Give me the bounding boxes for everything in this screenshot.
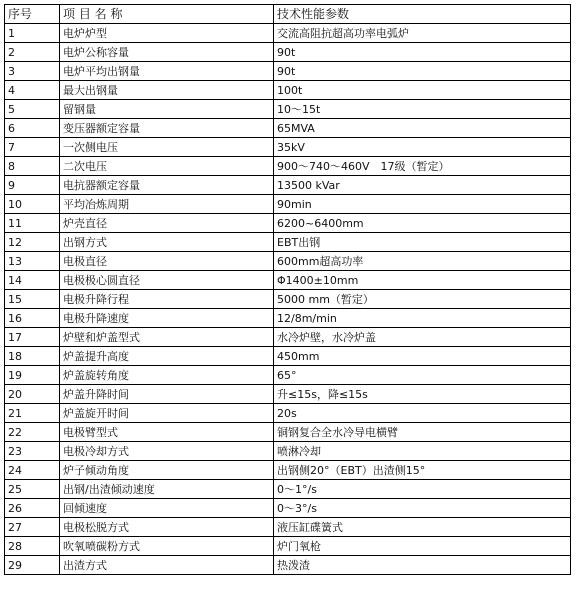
row-number: 20 — [5, 385, 60, 404]
row-number: 11 — [5, 214, 60, 233]
row-parameter: 100t — [274, 81, 571, 100]
row-number: 28 — [5, 537, 60, 556]
row-number: 21 — [5, 404, 60, 423]
row-item-name: 二次电压 — [60, 157, 274, 176]
table-row — [5, 157, 571, 176]
row-number: 12 — [5, 233, 60, 252]
row-parameter: Φ1400±10mm — [274, 271, 571, 290]
row-number: 13 — [5, 252, 60, 271]
table-row — [5, 404, 571, 423]
row-item-name: 电极冷却方式 — [60, 442, 274, 461]
row-parameter: 6200~6400mm — [274, 214, 571, 233]
row-number: 29 — [5, 556, 60, 575]
row-number: 16 — [5, 309, 60, 328]
table-row — [5, 556, 571, 575]
row-item-name: 炉盖旋转角度 — [60, 366, 274, 385]
row-parameter: 10～15t — [274, 100, 571, 119]
row-number: 27 — [5, 518, 60, 537]
row-item-name: 炉子倾动角度 — [60, 461, 274, 480]
row-item-name: 一次侧电压 — [60, 138, 274, 157]
row-parameter: 450mm — [274, 347, 571, 366]
row-number: 26 — [5, 499, 60, 518]
header-row — [5, 5, 571, 24]
table-row — [5, 119, 571, 138]
header-item: 项 目 名 称 — [60, 5, 274, 24]
row-item-name: 电抗器额定容量 — [60, 176, 274, 195]
row-parameter: 炉门氧枪 — [274, 537, 571, 556]
table-row — [5, 499, 571, 518]
row-parameter: 35kV — [274, 138, 571, 157]
row-parameter: 铜钢复合全水冷导电横臂 — [274, 423, 571, 442]
row-parameter: 升≤15s，降≤15s — [274, 385, 571, 404]
row-parameter: 900～740～460V 17级（暂定） — [274, 157, 571, 176]
row-parameter: 12/8m/min — [274, 309, 571, 328]
row-item-name: 最大出钢量 — [60, 81, 274, 100]
header-param: 技术性能参数 — [274, 5, 571, 24]
table-row — [5, 461, 571, 480]
row-number: 6 — [5, 119, 60, 138]
row-item-name: 电极升降速度 — [60, 309, 274, 328]
table-row — [5, 138, 571, 157]
row-item-name: 炉壳直径 — [60, 214, 274, 233]
row-number: 15 — [5, 290, 60, 309]
table-row — [5, 43, 571, 62]
table-row — [5, 81, 571, 100]
table-row — [5, 328, 571, 347]
row-number: 9 — [5, 176, 60, 195]
table-row — [5, 24, 571, 43]
row-parameter: 90t — [274, 43, 571, 62]
table-row — [5, 62, 571, 81]
table-header — [5, 5, 571, 24]
row-item-name: 电极臂型式 — [60, 423, 274, 442]
row-item-name: 留钢量 — [60, 100, 274, 119]
row-item-name: 回倾速度 — [60, 499, 274, 518]
header-no: 序号 — [5, 5, 60, 24]
row-parameter: 液压缸碟簧式 — [274, 518, 571, 537]
table-row — [5, 385, 571, 404]
table-row — [5, 442, 571, 461]
table-row — [5, 195, 571, 214]
row-item-name: 电极极心圆直径 — [60, 271, 274, 290]
row-parameter: 水冷炉壁，水冷炉盖 — [274, 328, 571, 347]
row-number: 25 — [5, 480, 60, 499]
row-parameter: 5000 mm（暂定） — [274, 290, 571, 309]
row-item-name: 平均冶炼周期 — [60, 195, 274, 214]
table-row — [5, 290, 571, 309]
row-number: 14 — [5, 271, 60, 290]
row-number: 8 — [5, 157, 60, 176]
row-number: 3 — [5, 62, 60, 81]
row-item-name: 电炉炉型 — [60, 24, 274, 43]
row-parameter: 出钢侧20°（EBT）出渣侧15° — [274, 461, 571, 480]
row-item-name: 变压器额定容量 — [60, 119, 274, 138]
row-item-name: 出渣方式 — [60, 556, 274, 575]
row-number: 5 — [5, 100, 60, 119]
table-body — [5, 24, 571, 575]
row-number: 19 — [5, 366, 60, 385]
table-row — [5, 309, 571, 328]
table-row — [5, 271, 571, 290]
row-parameter: 0～1°/s — [274, 480, 571, 499]
row-item-name: 电炉平均出钢量 — [60, 62, 274, 81]
row-parameter: 65° — [274, 366, 571, 385]
table-row — [5, 347, 571, 366]
row-parameter: 交流高阻抗超高功率电弧炉 — [274, 24, 571, 43]
row-number: 18 — [5, 347, 60, 366]
row-number: 2 — [5, 43, 60, 62]
table-row — [5, 537, 571, 556]
table-row — [5, 100, 571, 119]
row-parameter: 20s — [274, 404, 571, 423]
row-item-name: 电极松脱方式 — [60, 518, 274, 537]
row-item-name: 电极升降行程 — [60, 290, 274, 309]
row-item-name: 出钢方式 — [60, 233, 274, 252]
row-number: 4 — [5, 81, 60, 100]
row-parameter: 600mm超高功率 — [274, 252, 571, 271]
row-parameter: 喷淋冷却 — [274, 442, 571, 461]
row-item-name: 炉盖提升高度 — [60, 347, 274, 366]
row-parameter: 90min — [274, 195, 571, 214]
row-parameter: 90t — [274, 62, 571, 81]
row-parameter: 0～3°/s — [274, 499, 571, 518]
table-row — [5, 480, 571, 499]
row-parameter: 13500 kVar — [274, 176, 571, 195]
row-number: 23 — [5, 442, 60, 461]
row-number: 22 — [5, 423, 60, 442]
table-row — [5, 423, 571, 442]
row-parameter: 热泼渣 — [274, 556, 571, 575]
table-row — [5, 252, 571, 271]
row-parameter: EBT出钢 — [274, 233, 571, 252]
row-number: 1 — [5, 24, 60, 43]
row-item-name: 电极直径 — [60, 252, 274, 271]
row-item-name: 电炉公称容量 — [60, 43, 274, 62]
table-row — [5, 233, 571, 252]
row-item-name: 炉盖旋开时间 — [60, 404, 274, 423]
table-row — [5, 366, 571, 385]
row-parameter: 65MVA — [274, 119, 571, 138]
row-item-name: 出钢/出渣倾动速度 — [60, 480, 274, 499]
row-item-name: 炉壁和炉盖型式 — [60, 328, 274, 347]
row-item-name: 炉盖升降时间 — [60, 385, 274, 404]
row-number: 7 — [5, 138, 60, 157]
table-row — [5, 214, 571, 233]
table-row — [5, 176, 571, 195]
row-number: 17 — [5, 328, 60, 347]
table-row — [5, 518, 571, 537]
row-number: 24 — [5, 461, 60, 480]
spec-table — [4, 4, 571, 575]
row-item-name: 吹氧喷碳粉方式 — [60, 537, 274, 556]
row-number: 10 — [5, 195, 60, 214]
